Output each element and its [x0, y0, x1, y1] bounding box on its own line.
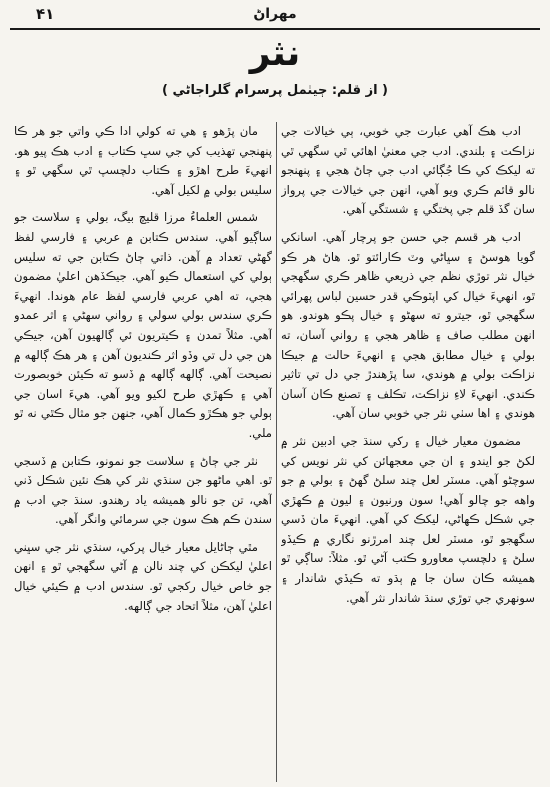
paragraph: ادب هڪ آهي عبارت جي خوبي، ٻي خيالات جي نزاڪت ۽ بلندي. ادب جي معنيٰ اهائي ٿي سگهي ٿي ته ليکڪ کي ڪا جُڳائي ادب جي ڄاڻ هجي ۽ پنهنجو نالو قائم ڪري ويو آهي، انهن جي خيالات جي پرواز سان گڏ قلم جي پختگي ۽ شستگي آهي.	[281, 124, 535, 217]
text-column-left	[14, 122, 272, 782]
paragraph: ادب هر قسم جي حسن جو پرچار آهي. اسانکي گويا هوسڻ ۽ سڀاڻي وٽ ڪارائتو ٿو. هاڻ هر ڪو خيال نثر توڙي نظم جي ذريعي ظاهر ڪري سگهجي ٿو، انهيءَ خيال کي اپٽوڪي قدر حسين لباس پهرائي سگهجي ٿو، جيترو ته سهڻو ۽ خيال پڪو هوندو. هو انهن مطلب صاف ۽ ظاهر هجي ۽ رواني آسان، ته بولي ۽ خيال مطابق هجي ۽ انهيءَ حالت ۾ جيڪا نزاڪت بولي ۾ هوندي، سا پڙهندڙ جي دل تي تاثير ڪندي. انهيءَ لاءِ نزاڪت، تڪلف ۽ تصنع ڪان آسان هوندي ۽ اها سٺي نثر جي خوبي سان آهي.	[281, 229, 535, 421]
column-divider	[276, 122, 277, 782]
paragraph: مان پڙهو ۽ هي ته کولي ادا ڪي واتي جو هر ڪا پنهنجي تهذيب کي جي سڀ ڪتاب ۽ ادب هڪ پيو هو. انهيءَ طرح اهڙو ۽ ڪتاب دلچسپ ٿي سگهي ٿو ۽ سليس بولي ۾ لکيل آهي.	[14, 124, 272, 197]
page-number: ۴۱	[36, 5, 55, 23]
paragraph: نثر جي ڄاڻ ۽ سلاست جو نمونو، ڪتابن ۾ ڏسجي ٿو. اهي ماڻهو جن سنڌي نثر کي هڪ نئين شڪل ڏني آهي، تن جو نالو هميشه ياد رهندو. سنڌ جي ادب ۾ سندن ڪم هڪ سون جي سرمائي وانگر آهي.	[14, 453, 272, 527]
article-byline: ( از قلم: ڄيٺمل پرسرام گلراجاڻي )	[161, 83, 388, 98]
paragraph: شمس العلماءُ مرزا قليچ بيگ، بولي ۽ سلاست جو ساڳيو آهي. سندس ڪتابن ۾ عربي ۽ فارسي لفظ گهڻي تعداد ۾ آهن. ذاتي ڄاڻ ڪتابن جي ته سليس ٻولي کي استعمال ڪيو آهي. جيڪڏهن اعليٰ مضمون هجي، ته اهي عربي فارسي لفظ عام هوندا. انهيءَ ڪري سندس بولي سولي ۽ رواني سهڻي ۽ اثر عمدو آهي. مثلاً تمدن ۽ ڪيتريون ئي ڳالهيون آهن، جيڪي هن جي دل تي وڏو اثر ڪنديون آهن ۽ هر هڪ ڳالهه ۾ نصيحت آهي. ڳالهه ڳالهه ۾ ڏسو ته ڪيئن خوبصورت آهي ۽ ڪهڙي طرح لکيو ويو آهي. هيءَ اسان جي ٻولي جو هڪڙو ڪمال آهي، جنهن جو مثال ڪٿي نه ٿو ملي.	[14, 210, 272, 440]
text-column-right	[281, 122, 535, 782]
paragraph: مٿي ڄاڻايل معيار خيال پرکي، سنڌي نثر جي سڀني اعليٰ ليکڪن کي چند نالن ۾ آڻي سگهجي ٿو ۽ انهن جو خاص خيال رکجي ٿو. سندس ادب ۾ ڪيئي خيال اعليٰ آهن، مثلاً اتحاد جي ڳالهه.	[14, 539, 272, 613]
article-title: نثر	[249, 33, 301, 74]
journal-name: مهراڻ	[253, 6, 297, 22]
page-header	[10, 0, 540, 30]
paragraph: مضمون معيار خيال ۽ رکي سنڌ جي ادبين نثر ۾ لکڻ جو ايندو ۽ ان جي معجهائن کي نثر نويس کي سوچڻو آهي. مسٽر لعل چند سلڻ گهڻ ۽ بولي ۾ جو واهه جو چالو آهي! سون ورنيون ۽ ليون ۾ ڪهڙي جي شڪل ڪهاڻي، ليکڪ کي آهي. انهيءَ مان ڏسي سگهجو ٿو، مسٽر لعل چند امرڙنو نگاري ۾ ڪيڏو سلڻ ۽ دلچسپ معاورو ڪتب آڻي ٿو. مثلاً: ساڳي ٿو هميشه ڪان سان جا ۾ ٻڌو ته ڪيڏي شاندار ۽ سونهري جي توڙي سنڌ شاندار نثر آهي.	[281, 433, 535, 605]
